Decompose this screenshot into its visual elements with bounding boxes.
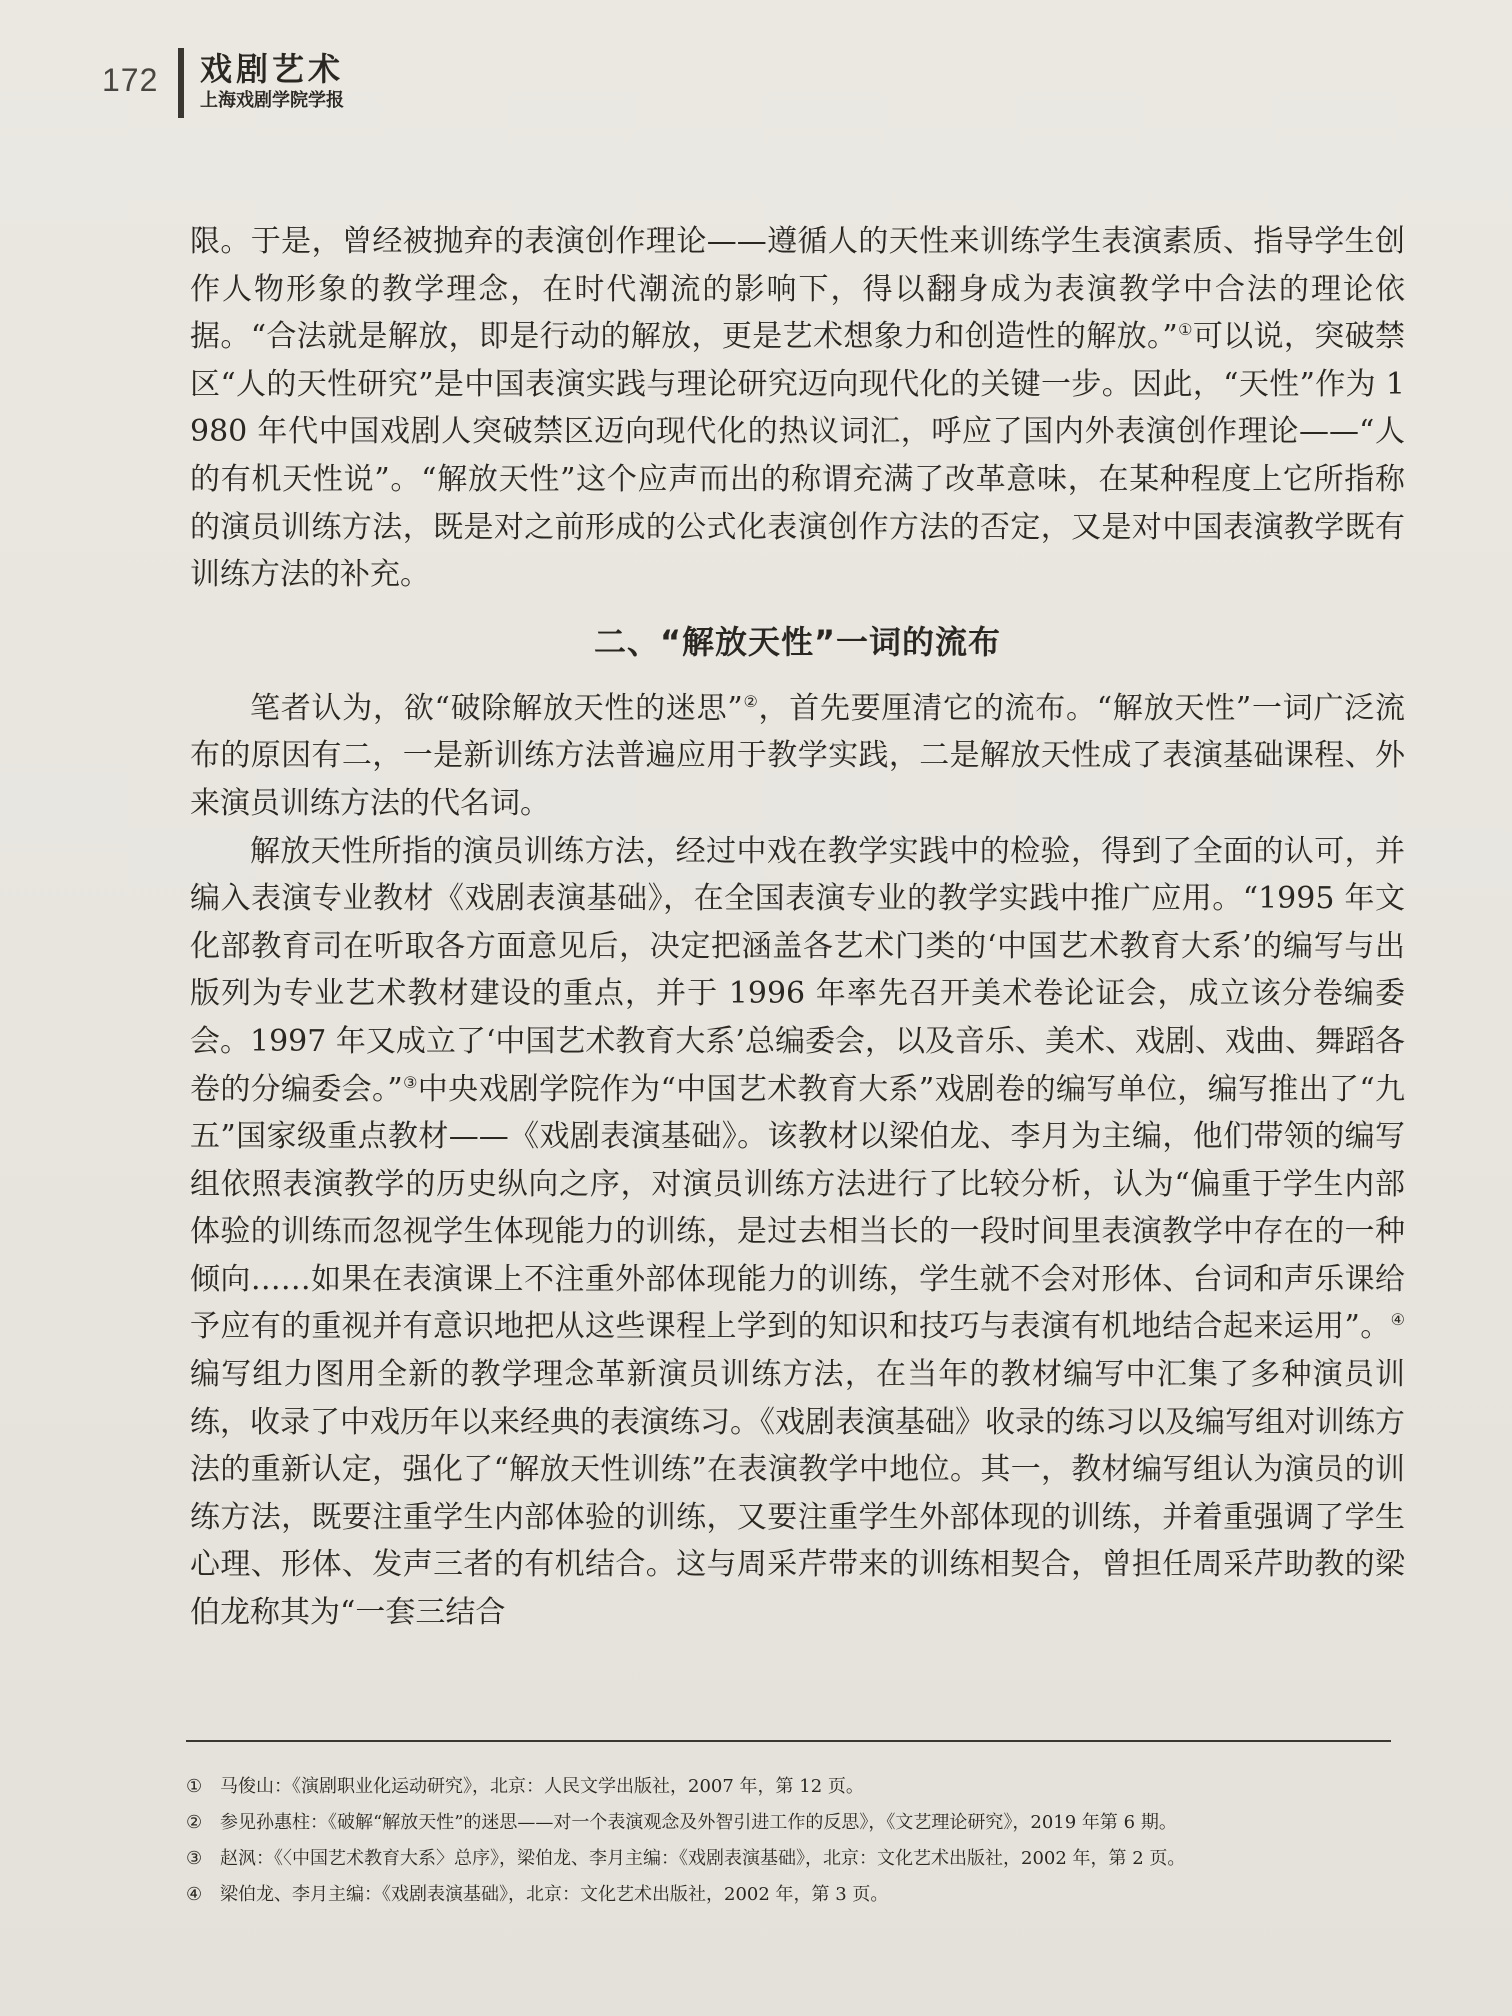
footnote bbox=[186, 1772, 1396, 1802]
footnote-reference: ④ bbox=[1390, 1310, 1405, 1330]
body-text bbox=[190, 218, 1405, 1637]
section-heading: 二、“解放天性”一词的流布 bbox=[593, 622, 1002, 661]
footnote bbox=[186, 1880, 1396, 1910]
paragraph-text: 限。于是，曾经被抛弃的表演创作理论——遵循人的天性来训练学生表演素质、指导学生创作人物形象的教学理念，在时代潮流的影响下，得以翻身成为表演教学中合法的理论依据。“合法就是解放，即是行动的解放，更是艺术想象力和创造性的解放。” bbox=[190, 224, 1405, 355]
footnote-reference: ② bbox=[742, 691, 759, 711]
page-number: 172 bbox=[102, 62, 159, 98]
footnote-text: 马俊山：《演剧职业化运动研究》，北京：人民文学出版社，2007 年，第 12 页。 bbox=[220, 1776, 864, 1797]
footnotes bbox=[186, 1772, 1396, 1916]
footnote-reference: ① bbox=[1177, 320, 1193, 340]
footnote-divider bbox=[186, 1740, 1391, 1742]
paragraph-text: 笔者认为，欲“破除解放天性的迷思” bbox=[250, 690, 743, 726]
footnote-mark: ④ bbox=[186, 1884, 203, 1905]
footnote-text: 梁伯龙、李月主编：《戏剧表演基础》，北京：文化艺术出版社，2002 年，第 3 页。 bbox=[220, 1884, 889, 1905]
footnote-mark: ① bbox=[186, 1776, 203, 1797]
paragraph bbox=[190, 685, 1405, 828]
paragraph-text: 可以说，突破禁区“人的天性研究”是中国表演实践与理论研究迈向现代化的关键一步。因此，“天性”作为 1980 年代中国戏剧人突破禁区迈向现代化的热议词汇，呼应了国内外表演创作理论——“人的有机天性说”。“解放天性”这个应声而出的称谓充满了改革意味，在某种程度上它所指称的演员训练方法，既是对之前形成的公式化表演创作方法的否定，又是对中国表演教学既有训练方法的补充。 bbox=[190, 319, 1406, 593]
paragraph-text: ，首先要厘清它的流布。“解放天性”一词广泛流布的原因有二，一是新训练方法普遍应用于教学实践，二是解放天性成了表演基础课程、外来演员训练方法的代名词。 bbox=[190, 690, 1405, 821]
footnote bbox=[186, 1808, 1396, 1838]
footnote-mark: ③ bbox=[186, 1848, 203, 1869]
footnote bbox=[186, 1844, 1396, 1874]
footnote-mark: ② bbox=[186, 1812, 203, 1833]
footnote-reference: ③ bbox=[402, 1072, 418, 1092]
paragraph-text: 编写组力图用全新的教学理念革新演员训练方法，在当年的教材编写中汇集了多种演员训练，收录了中戏历年以来经典的表演练习。《戏剧表演基础》收录的练习以及编写组对训练方法的重新认定，强化了“解放天性训练”在表演教学中地位。其一，教材编写组认为演员的训练方法，既要注重学生内部体验的训练，又要注重学生外部体现的训练，并着重强调了学生心理、形体、发声三者的有机结合。这与周采芹带来的训练相契合，曾担任周采芹助教的梁伯龙称其为“一套三结合 bbox=[190, 1357, 1405, 1631]
footnote-text: 参见孙惠柱：《破解“解放天性”的迷思——对一个表演观念及外智引进工作的反思》，《文艺理论研究》，2019 年第 6 期。 bbox=[220, 1812, 1177, 1833]
header-vertical-rule bbox=[178, 48, 184, 118]
footnote-text: 赵沨：《〈中国艺术教育大系〉总序》，梁伯龙、李月主编：《戏剧表演基础》，北京：文化艺术出版社，2002 年，第 2 页。 bbox=[220, 1848, 1186, 1869]
paragraph-continuation bbox=[190, 218, 1405, 599]
paragraph-text: 解放天性所指的演员训练方法，经过中戏在教学实践中的检验，得到了全面的认可，并编入表演专业教材《戏剧表演基础》，在全国表演专业的教学实践中推广应用。“1995 年文化部教育司在听取各方面意见后，决定把涵盖各艺术门类的‘中国艺术教育大系’的编写与出版列为专业艺术教材建设的重点，并于 1996 年率先召开美术卷论证会，成立该分卷编委会。1997 年又成立了‘中国艺术教育大系’总编委会，以及音乐、美术、戏剧、戏曲、舞蹈各卷的分编委会。” bbox=[190, 833, 1405, 1107]
journal-subtitle: 上海戏剧学院学报 bbox=[200, 90, 344, 111]
journal-title: 戏剧艺术 bbox=[200, 50, 345, 88]
paragraph-text: 中央戏剧学院作为“中国艺术教育大系”戏剧卷的编写单位，编写推出了“九五”国家级重点教材——《戏剧表演基础》。该教材以梁伯龙、李月为主编，他们带领的编写组依照表演教学的历史纵向之序，对演员训练方法进行了比较分析，认为“偏重于学生内部体验的训练而忽视学生体现能力的训练，是过去相当长的一段时间里表演教学中存在的一种倾向……如果在表演课上不注重外部体现能力的训练，学生就不会对形体、台词和声乐课给予应有的重视并有意识地把从这些课程上学到的知识和技巧与表演有机地结合起来运用”。 bbox=[190, 1071, 1406, 1345]
paragraph bbox=[190, 828, 1405, 1637]
